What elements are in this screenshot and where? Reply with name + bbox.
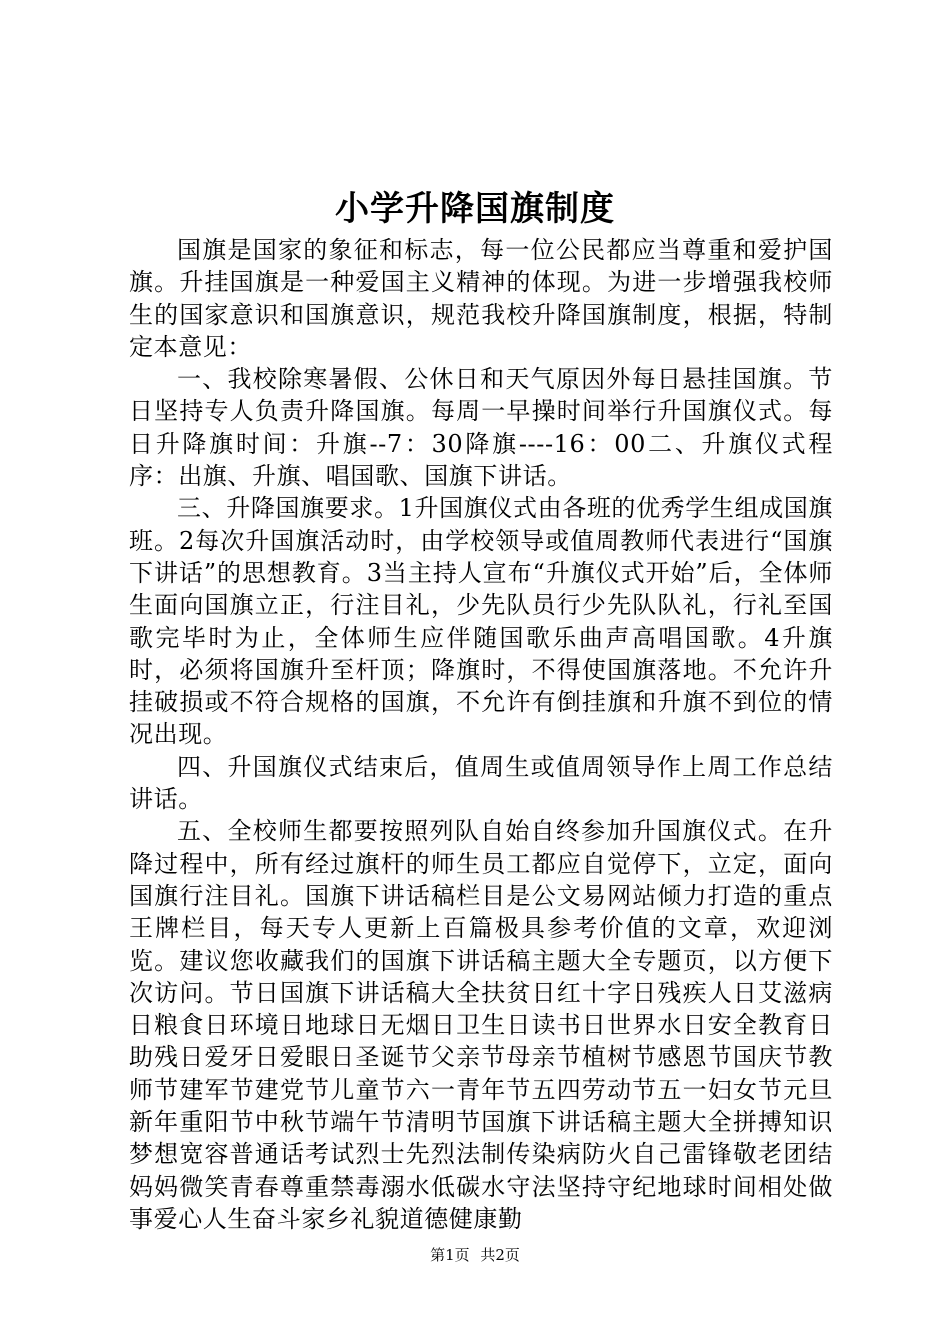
paragraph-section-3: 三、升降国旗要求。1升国旗仪式由各班的优秀学生组成国旗班。2每次升国旗活动时，由学校领导或值周教师代表进行“国旗下讲话”的思想教育。3当主持人宣布“升旗仪式开始”后，全体师生面向国旗立正，行注目礼，少先队员行少先队队礼，行礼至国歌完毕时为止，全体师生应伴随国歌乐曲声高唱国歌。4升旗时，必须将国旗升至杆顶；降旗时，不得使国旗落地。不允许升挂破损或不符合规格的国旗，不允许有倒挂旗和升旗不到位的情况出现。: [129, 494, 833, 749]
page-number-current: 第1页: [430, 1246, 470, 1264]
page-footer: [0, 1243, 950, 1267]
paragraph-intro: 国旗是国家的象征和标志，每一位公民都应当尊重和爱护国旗。升挂国旗是一种爱国主义精神的体现。为进一步增强我校师生的国家意识和国旗意识，规范我校升降国旗制度，根据，特制定本意见：: [129, 236, 833, 361]
page-number-total: 共2页: [480, 1246, 520, 1264]
document-body: [129, 234, 833, 1235]
paragraph-section-1: 一、我校除寒暑假、公休日和天气原因外每日悬挂国旗。节日坚持专人负责升降国旗。每周一早操时间举行升国旗仪式。每日升降旗时间：升旗--7：30降旗----16：00二、升旗仪式程序：出旗、升旗、唱国歌、国旗下讲话。: [129, 365, 833, 491]
document-title: 小学升降国旗制度: [335, 189, 615, 229]
paragraph-section-4: 四、升国旗仪式结束后，值周生或值周领导作上周工作总结讲话。: [129, 752, 833, 814]
paragraph-section-5: 五、全校师生都要按照列队自始自终参加升国旗仪式。在升降过程中，所有经过旗杆的师生员工都应自觉停下，立定，面向国旗行注目礼。国旗下讲话稿栏目是公文易网站倾力打造的重点王牌栏目，每天专人更新上百篇极具参考价值的文章，欢迎浏览。建议您收藏我们的国旗下讲话稿主题大全专题页，以方便下次访问。节日国旗下讲话稿大全扶贫日红十字日残疾人日艾滋病日粮食日环境日地球日无烟日卫生日读书日世界水日安全教育日助残日爱牙日爱眼日圣诞节父亲节母亲节植树节感恩节国庆节教师节建军节建党节儿童节六一青年节五四劳动节五一妇女节元旦新年重阳节中秋节端午节清明节国旗下讲话稿主题大全拼搏知识梦想宽容普通话考试烈士先烈法制传染病防火自己雷锋敬老团结妈妈微笑青春尊重禁毒溺水低碳水守法坚持守纪地球时间相处做事爱心人生奋斗家乡礼貌道德健康勤: [129, 817, 833, 1233]
